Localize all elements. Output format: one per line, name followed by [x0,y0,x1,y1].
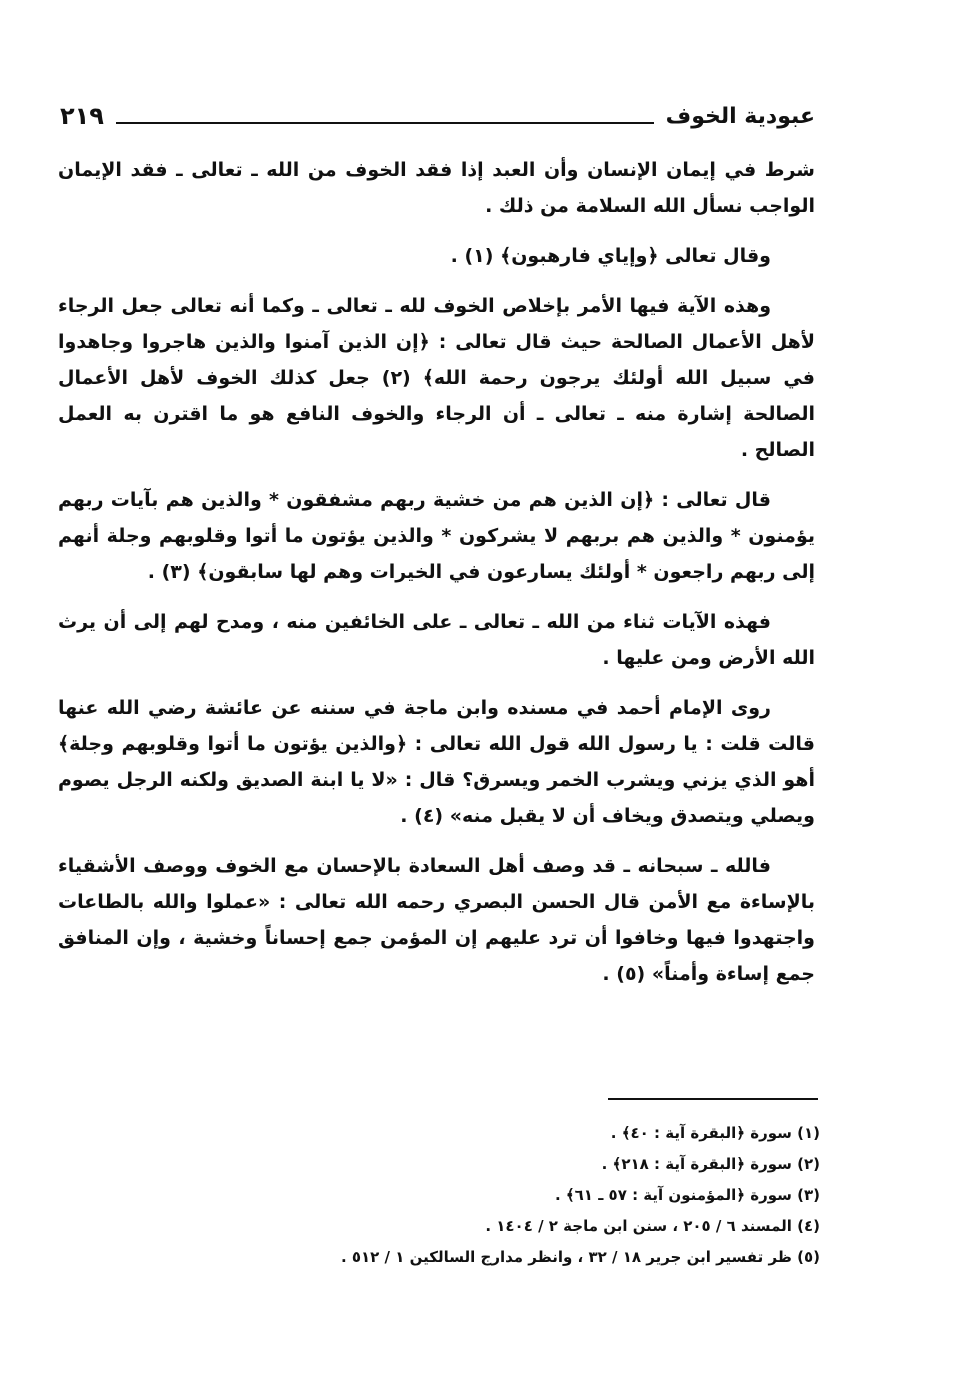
page-header [60,96,815,136]
paragraph-4: قال تعالى : ﴿إن الذين هم من خشية ربهم مشفقون * والذين هم بآيات ربهم يؤمنون * والذين هم بربهم لا يشركون * والذين يؤتون ما أتوا وقلوبهم وجلة أنهم إلى ربهم راجعون * أولئك يسارعون في الخيرات وهم لها سابقون﴾ (٣) . [58,489,815,583]
footnote-4: (٤) المسند ٦ / ٢٠٥ ، سنن ابن ماجة ٢ / ١٤٠٤ . [485,1217,820,1235]
paragraph-5: فهذه الآيات ثناء من الله ـ تعالى ـ على الخائفين منه ، ومدح لهم إلى أن يرث الله الأرض ومن عليها . [58,611,815,669]
paragraph-6: روى الإمام أحمد في مسنده وابن ماجة في سننه عن عائشة رضي الله عنها قالت قلت : يا رسول الله قول الله تعالى : ﴿والذين يؤتون ما أتوا وقلوبهم وجلة﴾ أهو الذي يزني ويشرب الخمر ويسرق؟ قال : «لا يا ابنة الصديق ولكنه الرجل يصوم ويصلي ويتصدق ويخاف أن لا يقبل منه» (٤) . [58,697,815,827]
footnote-1: (١) سورة ﴿البقرة آية : ٤٠﴾ . [610,1124,820,1142]
paragraph-1: شرط في إيمان الإنسان وأن العبد إذا فقد الخوف من الله ـ تعالى ـ فقد الإيمان الواجب نسأل الله السلامة من ذلك . [58,159,815,217]
paragraph-2: وقال تعالى ﴿وإياي فارهبون﴾ (١) . [450,245,771,267]
paragraph-3: وهذه الآية فيها الأمر بإخلاص الخوف لله ـ تعالى ـ وكما أنه تعالى جعل الرجاء لأهل الأعمال الصالحة حيث قال تعالى : ﴿إن الذين آمنوا والذين هاجروا وجاهدوا في سبيل الله أولئك يرجون رحمة الله﴾ (٢) جعل كذلك الخوف لأهل الأعمال الصالحة إشارة منه ـ تعالى ـ أن الرجاء والخوف النافع هو ما اقترن به العمل الصالح . [58,295,815,461]
header-rule [116,122,654,124]
footnotes [320,1118,820,1273]
page-number: ٢١٩ [60,102,104,130]
footnote-separator [608,1098,818,1100]
footnote-3: (٣) سورة ﴿المؤمنون آية : ٥٧ ـ ٦١﴾ . [554,1186,820,1204]
footnote-5: (٥) ظر تفسير ابن جرير ١٨ / ٣٢ ، وانظر مدارج السالكين ١ / ٥١٢ . [340,1248,820,1266]
paragraph-7: فالله ـ سبحانه ـ قد وصف أهل السعادة بالإحسان مع الخوف ووصف الأشقياء بالإساءة مع الأمن قال الحسن البصري رحمه الله تعالى : «عملوا والله بالطاعات واجتهدوا فيها وخافوا أن ترد عليهم إن المؤمن جمع إحساناً وخشية ، وإن المنافق جمع إساءة وأمناً» (٥) . [58,855,815,985]
footnote-2: (٢) سورة ﴿البقرة آية : ٢١٨﴾ . [601,1155,820,1173]
main-text [58,152,815,1006]
running-title: عبودية الخوف [665,103,815,129]
